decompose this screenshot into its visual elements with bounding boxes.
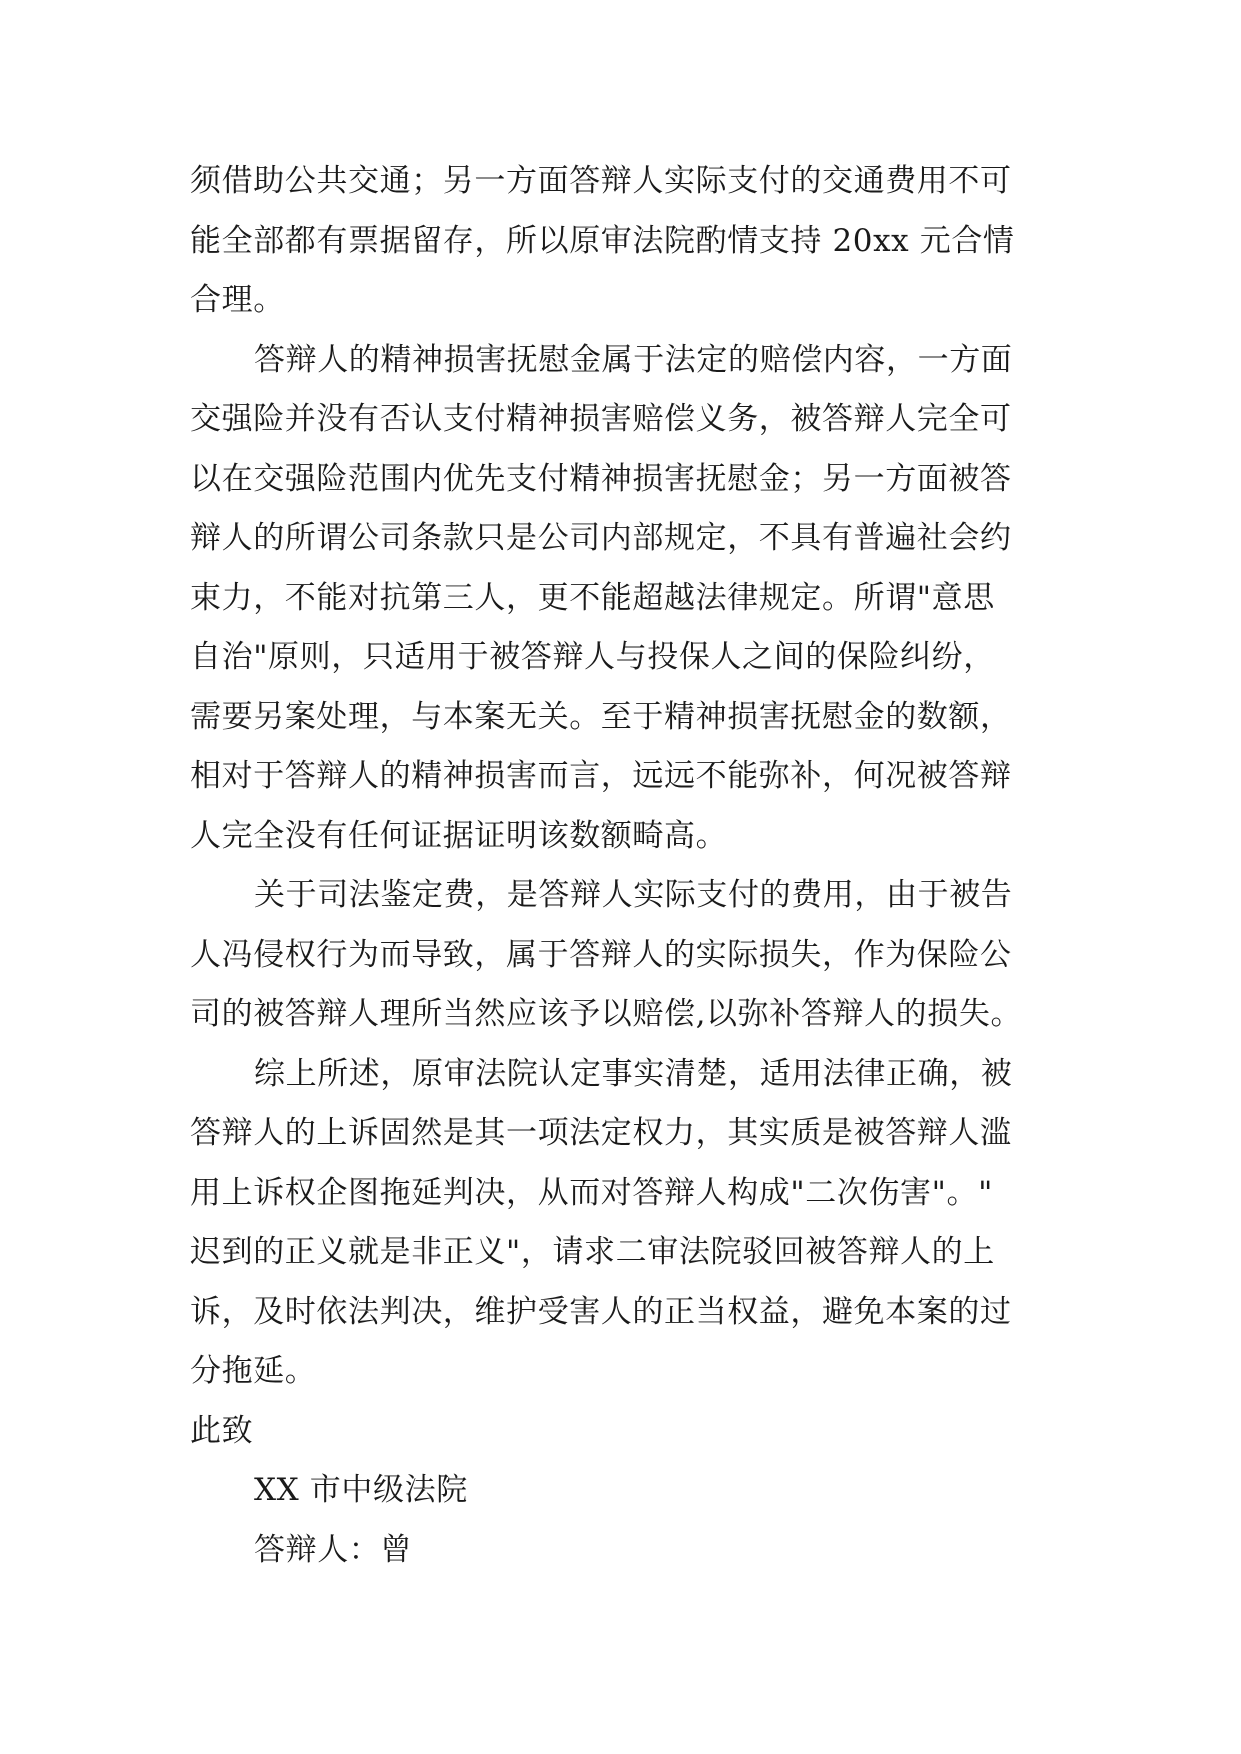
text-line: 相对于答辩人的精神损害而言，远远不能弥补，何况被答辩 <box>190 758 1012 794</box>
text-line: 司的被答辩人理所当然应该予以赔偿,以弥补答辩人的损失。 <box>190 996 1023 1032</box>
text-line: 须借助公共交通；另一方面答辩人实际支付的交通费用不可 <box>190 163 1012 199</box>
text-line: 交强险并没有否认支付精神损害赔偿义务，被答辩人完全可 <box>190 401 1012 437</box>
text-line: 答辩人的上诉固然是其一项法定权力，其实质是被答辩人滥 <box>190 1115 1012 1151</box>
document-body <box>190 152 1050 1580</box>
paragraph-first-line: 关于司法鉴定费，是答辩人实际支付的费用，由于被告 <box>254 877 1013 913</box>
text-line: 束力，不能对抗第三人，更不能超越法律规定。所谓"意思 <box>190 579 995 616</box>
paragraph-first-line: 综上所述，原审法院认定事实清楚，适用法律正确，被 <box>254 1055 1013 1092</box>
salutation: 此致 <box>190 1412 254 1449</box>
text-line: 需要另案处理，与本案无关。至于精神损害抚慰金的数额， <box>190 698 1012 735</box>
text-line: 迟到的正义就是非正义"，请求二审法院驳回被答辩人的上 <box>190 1234 995 1270</box>
text-line: 自治"原则，只适用于被答辩人与投保人之间的保险纠纷， <box>190 639 995 675</box>
text-line: 辩人的所谓公司条款只是公司内部规定，不具有普遍社会约 <box>190 520 1012 556</box>
text-line: 合理。 <box>190 282 285 318</box>
text-line: 用上诉权企图拖延判决，从而对答辩人构成"二次伤害"。" <box>190 1174 993 1211</box>
text-line: 能全部都有票据留存，所以原审法院酌情支持 20xx 元合情 <box>190 222 1015 259</box>
text-line: 以在交强险范围内优先支付精神损害抚慰金；另一方面被答 <box>190 460 1012 497</box>
recipient-court: XX 市中级法院 <box>254 1472 468 1508</box>
respondent-signature: 答辩人：曾 <box>254 1531 412 1568</box>
text-line: 诉，及时依法判决，维护受害人的正当权益，避免本案的过 <box>190 1293 1012 1330</box>
text-line: 人冯侵权行为而导致，属于答辩人的实际损失，作为保险公 <box>190 936 1012 973</box>
text-line: 人完全没有任何证据证明该数额畸高。 <box>190 817 728 854</box>
paragraph-first-line: 答辩人的精神损害抚慰金属于法定的赔偿内容，一方面 <box>254 341 1013 378</box>
text-line: 分拖延。 <box>190 1353 317 1389</box>
